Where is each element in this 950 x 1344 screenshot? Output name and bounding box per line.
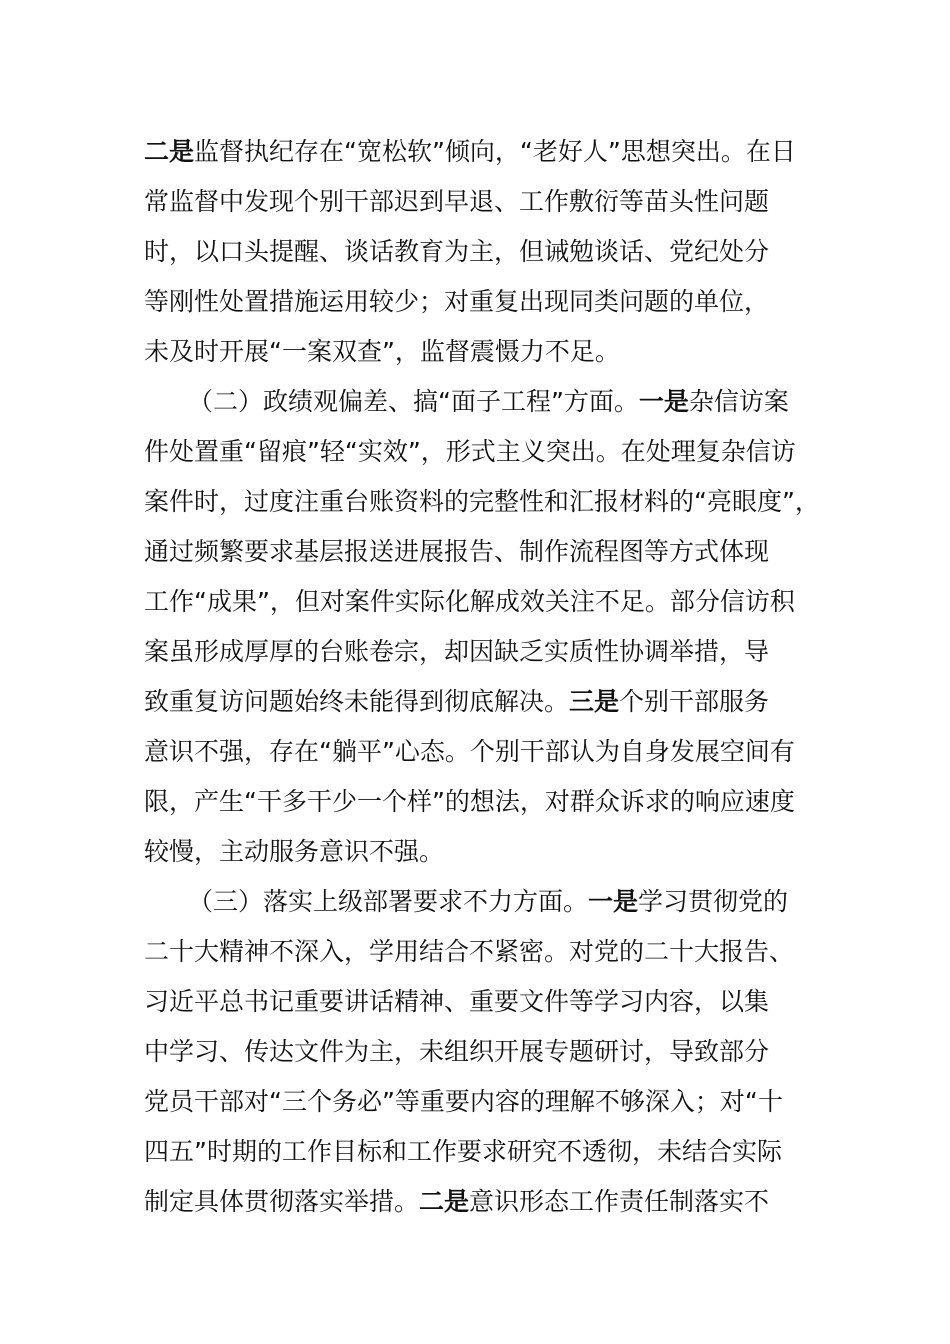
line-text: 二十大精神不深入，学用结合不紧密。对党的二十大报告、	[144, 937, 795, 966]
bold-marker: 二是	[144, 137, 195, 166]
line-text: 件处置重“留痕”轻“实效”，形式主义突出。在处理复杂信访	[144, 437, 796, 466]
text-line	[144, 1077, 844, 1127]
line-text: 学习贯彻党的	[638, 887, 789, 916]
text-line	[144, 327, 844, 377]
text-line	[144, 277, 844, 327]
text-line	[144, 427, 844, 477]
text-line	[144, 377, 844, 427]
line-text: 个别干部服务	[619, 687, 770, 716]
text-line	[144, 177, 844, 227]
text-line	[144, 927, 844, 977]
line-prefix: （二）政绩观偏差、搞“面子工程”方面。	[188, 387, 639, 416]
line-text: 案件时，过度注重台账资料的完整性和汇报材料的“亮眼度”，	[144, 487, 820, 516]
line-text: 案虽形成厚厚的台账卷宗，却因缺乏实质性协调举措，导	[144, 637, 770, 666]
text-line	[144, 827, 844, 877]
text-line	[144, 677, 844, 727]
text-line	[144, 1177, 844, 1227]
bold-marker: 一是	[638, 387, 689, 416]
text-line	[144, 727, 844, 777]
line-text: 党员干部对“三个务必”等重要内容的理解不够深入；对“十	[144, 1087, 783, 1116]
text-line	[144, 527, 844, 577]
text-line	[144, 977, 844, 1027]
line-text: 监督执纪存在“宽松软”倾向，“老好人”思想突出。在日	[194, 137, 796, 166]
line-text: 意识不强，存在“躺平”心态。个别干部认为自身发展空间有	[144, 737, 795, 766]
text-line	[144, 777, 844, 827]
bold-marker: 二是	[419, 1187, 470, 1216]
document-body	[144, 127, 844, 1227]
line-text: 常监督中发现个别干部迟到早退、工作敷衍等苗头性问题	[144, 187, 770, 216]
line-text: 未及时开展“一案双查”，监督震慑力不足。	[144, 337, 620, 366]
text-line	[144, 1127, 844, 1177]
text-line	[144, 627, 844, 677]
text-line	[144, 877, 844, 927]
line-text: 意识形态工作责任制落实不	[469, 1187, 770, 1216]
line-text: 时，以口头提醒、谈话教育为主，但诫勉谈话、党纪处分	[144, 237, 770, 266]
text-line	[144, 227, 844, 277]
line-prefix: 致重复访问题始终未能得到彻底解决。	[144, 687, 570, 716]
line-text: 较慢，主动服务意识不强。	[144, 837, 445, 866]
line-text: 习近平总书记重要讲话精神、重要文件等学习内容，以集	[144, 987, 770, 1016]
line-text: 等刚性处置措施运用较少；对重复出现同类问题的单位，	[144, 287, 770, 316]
line-text: 限，产生“干多干少一个样”的想法，对群众诉求的响应速度	[144, 787, 795, 816]
line-text: 工作“成果”，但对案件实际化解成效关注不足。部分信访积	[144, 587, 795, 616]
line-text: 通过频繁要求基层报送进展报告、制作流程图等方式体现	[144, 537, 770, 566]
text-line	[144, 477, 844, 527]
text-line	[144, 1027, 844, 1077]
line-prefix: （三）落实上级部署要求不力方面。	[188, 887, 589, 916]
bold-marker: 三是	[569, 687, 620, 716]
text-line	[144, 127, 844, 177]
line-text: 四五”时期的工作目标和工作要求研究不透彻，未结合实际	[144, 1137, 782, 1166]
text-line	[144, 577, 844, 627]
line-text: 中学习、传达文件为主，未组织开展专题研讨，导致部分	[144, 1037, 770, 1066]
bold-marker: 一是	[588, 887, 639, 916]
line-prefix: 制定具体贯彻落实举措。	[144, 1187, 420, 1216]
line-text: 杂信访案	[688, 387, 789, 416]
